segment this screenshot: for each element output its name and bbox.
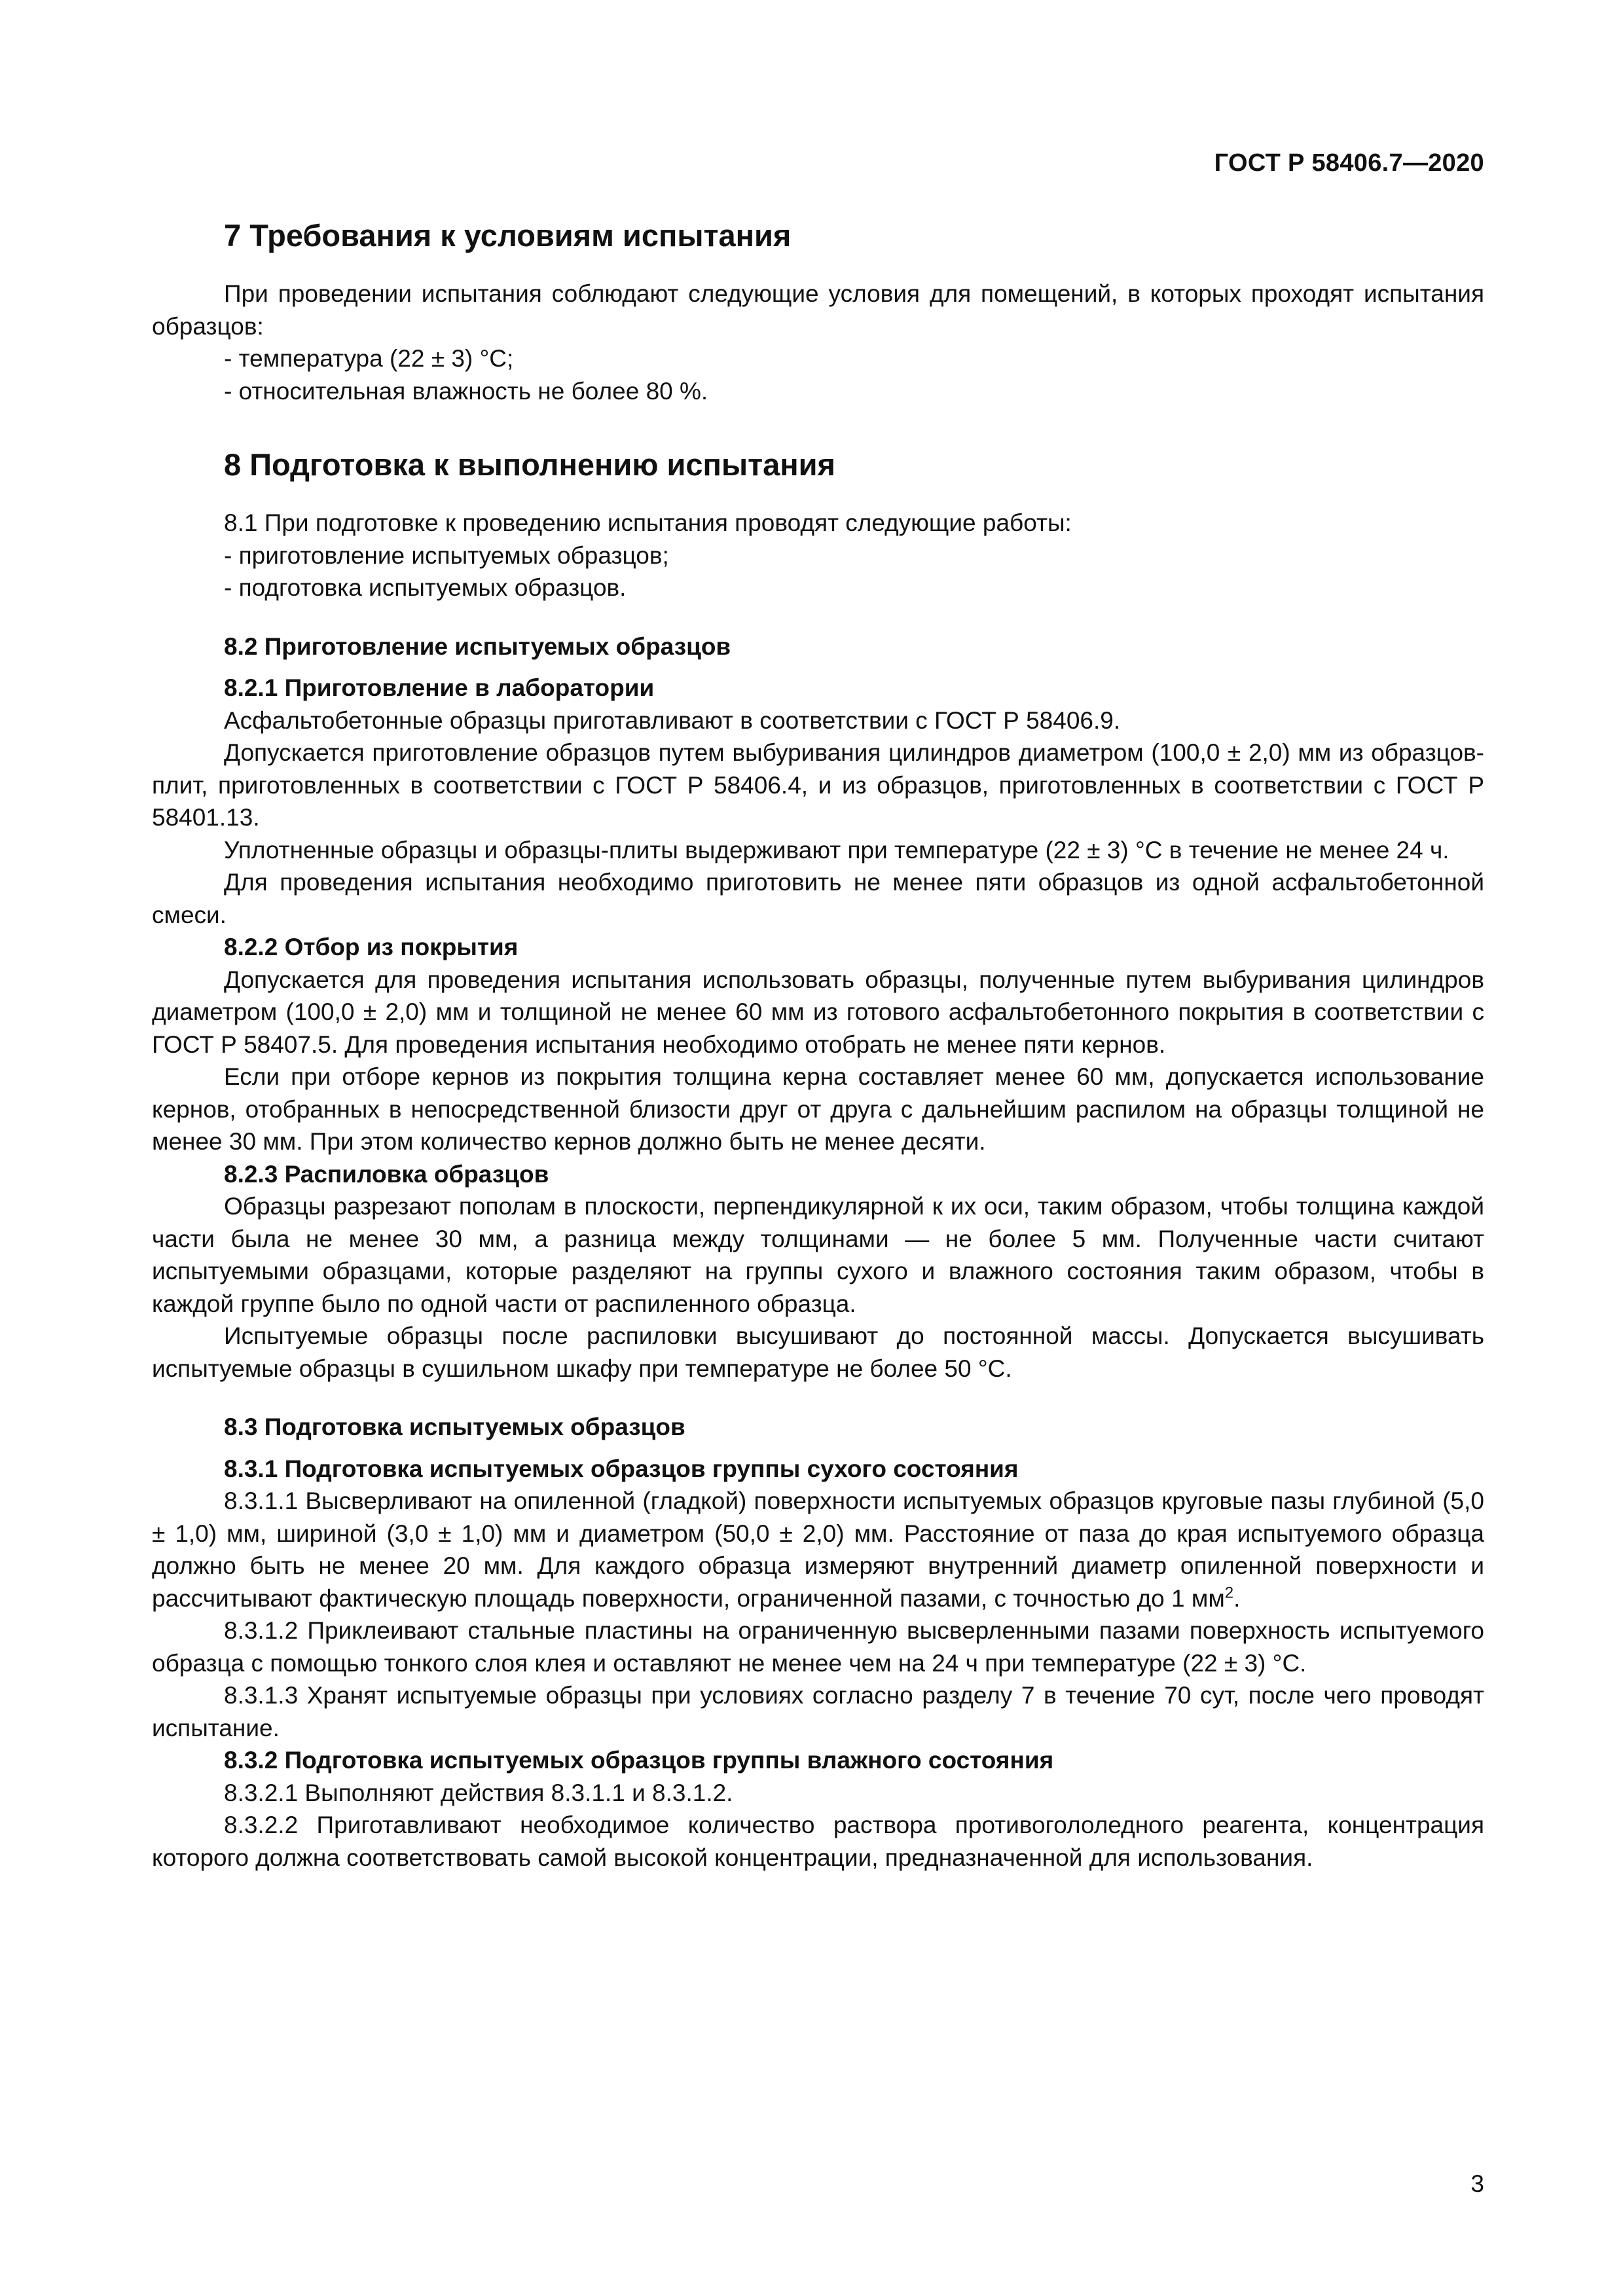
- paragraph-text: 8.3.1.1 Высверливают на опиленной (гладкой) поверхности испытуемых образцов круговые пазы глубиной (5,0 ± 1,0) мм, шириной (3,0 ± 1,0) мм и диаметром (50,0 ± 2,0) мм. Расстояние от паза до края испытуемого образца должно быть не менее 20 мм. Для каждого образца измеряют внутренний диаметр опиленной поверхности и рассчитывают фактическую площадь поверхности, ограниченной пазами, с точностью до 1 мм: [152, 1487, 1484, 1612]
- list-item: - относительная влажность не более 80 %.: [224, 377, 708, 405]
- list-item: - подготовка испытуемых образцов.: [224, 574, 627, 601]
- section-8-3-1-title: 8.3.1 Подготовка испытуемых образцов группы сухого состояния: [224, 1455, 1019, 1482]
- page-content: [152, 216, 1484, 1874]
- list-item: - температура (22 ± 3) °С;: [224, 345, 514, 372]
- paragraph: Для проведения испытания необходимо приготовить не менее пяти образцов из одной асфальтобетонной смеси.: [152, 869, 1484, 928]
- superscript: 2: [1224, 1584, 1234, 1602]
- section-7-intro: При проведении испытания соблюдают следующие условия для помещений, в которых проходят испытания образцов:: [152, 280, 1484, 340]
- paragraph-8-3-1-1: [152, 1485, 1484, 1614]
- paragraph-8-3-2-1: 8.3.2.1 Выполняют действия 8.3.1.1 и 8.3.1.2.: [224, 1779, 733, 1806]
- paragraph: Если при отборе кернов из покрытия толщина керна составляет менее 60 мм, допускается использование кернов, отобранных в непосредственной близости друг от друга с дальнейшим распилом на образцы толщиной не менее 30 мм. При этом количество кернов должно быть не менее десяти.: [152, 1063, 1484, 1155]
- paragraph-8-3-2-2: 8.3.2.2 Приготавливают необходимое количество раствора противогололедного реагента, концентрация которого должна соответствовать самой высокой концентрации, предназначенной для использования.: [152, 1812, 1484, 1871]
- section-8-3-title: 8.3 Подготовка испытуемых образцов: [224, 1413, 685, 1440]
- paragraph: Испытуемые образцы после распиловки высушивают до постоянной массы. Допускается высушивать испытуемые образцы в сушильном шкафу при температуре не более 50 °С.: [152, 1322, 1484, 1382]
- section-8-3-2-title: 8.3.2 Подготовка испытуемых образцов группы влажного состояния: [224, 1747, 1054, 1774]
- paragraph-8-3-1-3: 8.3.1.3 Хранят испытуемые образцы при условиях согласно разделу 7 в течение 70 сут, после чего проводят испытание.: [152, 1682, 1484, 1741]
- section-7-title: 7 Требования к условиям испытания: [224, 218, 792, 253]
- section-8-2-1-title: 8.2.1 Приготовление в лаборатории: [224, 674, 655, 701]
- page-number: 3: [1470, 2170, 1484, 2197]
- paragraph: Допускается приготовление образцов путем выбуривания цилиндров диаметром (100,0 ± 2,0) мм из образцов-плит, приготовленных в соответствии с ГОСТ Р 58406.4, и из образцов, приготовленных в соответствии с ГОСТ Р 58401.13.: [152, 739, 1484, 831]
- section-8-title: 8 Подготовка к выполнению испытания: [224, 447, 835, 482]
- paragraph: Допускается для проведения испытания использовать образцы, полученные путем выбуривания цилиндров диаметром (100,0 ± 2,0) мм и толщиной не менее 60 мм из готового асфальтобетонного покрытия в соответствии с ГОСТ Р 58407.5. Для проведения испытания необходимо отобрать не менее пяти кернов.: [152, 966, 1484, 1058]
- paragraph-8-3-1-2: 8.3.1.2 Приклеивают стальные пластины на ограниченную высверленными пазами поверхность испытуемого образца с помощью тонкого слоя клея и оставляют не менее чем на 24 ч при температуре (22 ± 3) °С.: [152, 1617, 1484, 1677]
- paragraph: Уплотненные образцы и образцы-плиты выдерживают при температуре (22 ± 3) °С в течение не менее 24 ч.: [224, 836, 1450, 864]
- paragraph: Образцы разрезают пополам в плоскости, перпендикулярной к их оси, таким образом, чтобы толщина каждой части была не менее 30 мм, а разница между толщинами — не более 5 мм. Полученные части считают испытуемыми образцами, которые разделяют на группы сухого и влажного состояния таким образом, чтобы в каждой группе было по одной части от распиленного образца.: [152, 1193, 1484, 1317]
- paragraph-end: .: [1233, 1584, 1241, 1612]
- section-8-2-2-title: 8.2.2 Отбор из покрытия: [224, 934, 519, 960]
- section-8-2-title: 8.2 Приготовление испытуемых образцов: [224, 632, 731, 660]
- paragraph: Асфальтобетонные образцы приготавливают в соответствии с ГОСТ Р 58406.9.: [224, 706, 1121, 734]
- paragraph-8-1: 8.1 При подготовке к проведению испытания проводят следующие работы:: [224, 509, 1072, 536]
- list-item: - приготовление испытуемых образцов;: [224, 541, 669, 569]
- section-8-2-3-title: 8.2.3 Распиловка образцов: [224, 1160, 549, 1188]
- document-id: ГОСТ Р 58406.7—2020: [1214, 149, 1484, 177]
